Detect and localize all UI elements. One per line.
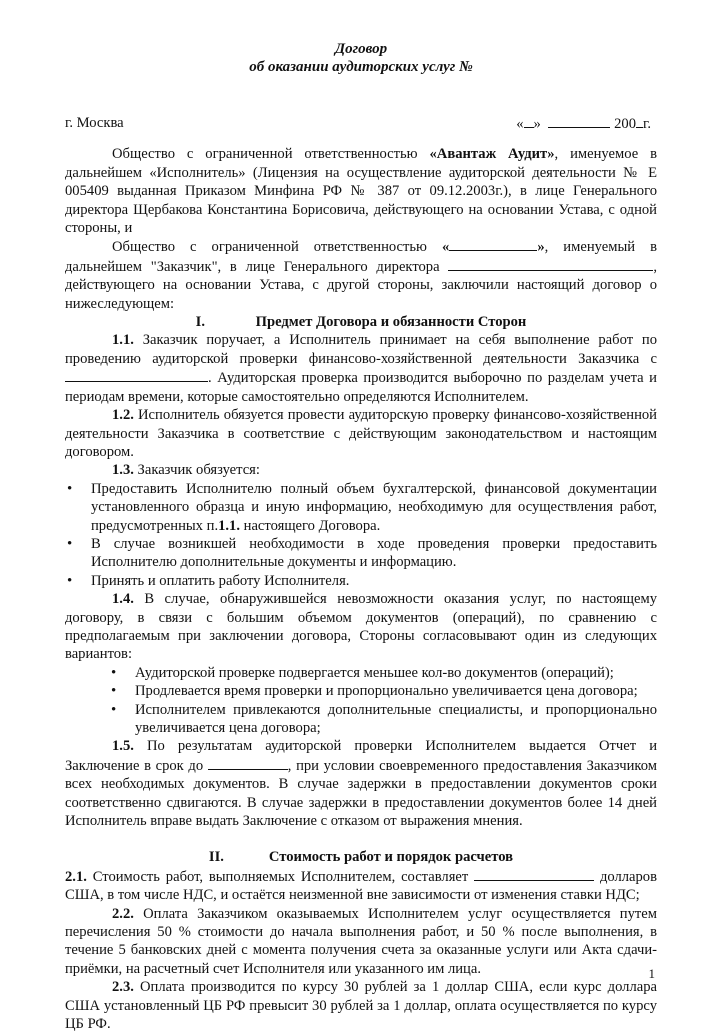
list-item: • Принять и оплатить работу Исполнителя.: [65, 572, 657, 590]
document-page: [65, 40, 657, 1034]
clause-1-3: 1.3. Заказчик обязуется:: [112, 462, 260, 479]
customer-name-blank: [449, 237, 537, 251]
contract-date: « » 200 г.: [516, 116, 651, 132]
title-line-1: Договор: [334, 41, 388, 57]
price-blank: [474, 867, 594, 881]
place-date-row: [65, 114, 657, 133]
day-blank: [524, 114, 534, 128]
clause-1-4: 1.4. В случае, обнаружившейся невозможности оказания услуг, по настоящему договору, в связи с большим объемом документов (операций), по сравнению с предполагаемым при заключении договора, Стороны согласовывают один из следующих вариантов:: [65, 591, 657, 663]
list-item: • Исполнителем привлекаются дополнительные специалисты, и пропорционально увеличивается цена договора;: [65, 701, 657, 738]
section-1-heading: I. Предмет Договора и обязанности Сторон: [195, 314, 527, 331]
clause-1-1: 1.1. Заказчик поручает, а Исполнитель принимает на себя выполнение работ по проведению аудиторской проверки финансово-хозяйственной деятельности Заказчика с . Аудиторская проверка производится выборочно по разделам учета и периодам времени, которые самостоятельно определяются Исполнителем.: [65, 332, 657, 405]
clause-2-3: 2.3. Оплата производится по курсу 30 рублей за 1 доллар США, если курс доллара США установленный ЦБ РФ превысит 30 рублей за 1 доллар, оплата осуществляется по курсу ЦБ РФ.: [65, 979, 657, 1033]
preamble-customer: Общество с ограниченной ответственностью « », именуемый в дальнейшем "Заказчик", в лице Генерального директора , действующего на основании Устава, с другой стороны, заключили настоящий договор о нижеследующем:: [65, 239, 657, 312]
list-item: • Продлевается время проверки и пропорционально увеличивается цена договора;: [65, 682, 657, 700]
clause-1-5: 1.5. По результатам аудиторской проверки Исполнителем выдается Отчет и Заключение в срок до , при условии своевременного предоставления Заказчиком всех необходимых документов. В случае задержки в предоставлении документов сроки соответственно сдвигаются. В случае задержки в предоставлении документов более 14 дней Исполнитель вправе выдать Заключение с отказом от выражения мнения.: [65, 738, 657, 830]
list-item: • В случае возникшей необходимости в ходе проведения проверки предоставить Исполнителю дополнительные документы и информацию.: [65, 535, 657, 572]
clause-1-2: 1.2. Исполнитель обязуется провести аудиторскую проверку финансово-хозяйственной деятельности Заказчика в соответствие с действующим законодательством и настоящим договором.: [65, 407, 657, 460]
clause-2-1: 2.1. Стоимость работ, выполняемых Исполнителем, составляет долларов США, в том числе НДС, и остаётся неизменной вне зависимости от изменения ставки НДС;: [65, 868, 657, 904]
clause-2-2: 2.2. Оплата Заказчиком оказываемых Исполнителем услуг осуществляется путем перечисления 50 % стоимости до начала выполнения работ, и 50 % после выполнения, в течение 5 банковских дней с момента получения счета за оказанные услуги или Акта сдачи-приёмки, на расчетный счет Исполнителя или указанного им лица.: [65, 905, 657, 977]
report-deadline-blank: [208, 756, 288, 770]
executor-company-name: «Авантаж Аудит»: [429, 146, 555, 163]
document-title: [65, 40, 657, 76]
month-blank: [548, 114, 610, 128]
spacer: [65, 830, 657, 848]
list-item: • Предоставить Исполнителю полный объем бухгалтерской, финансовой документации установленного образца и иную информацию, необходимую для осуществления работ, предусмотренных п.1.1. настоящего Договора.: [65, 480, 657, 535]
section-2-heading: II. Стоимость работ и порядок расчетов: [208, 849, 514, 866]
audit-period-blank: [65, 368, 208, 382]
customer-director-blank: [448, 257, 653, 271]
preamble-executor: Общество с ограниченной ответственностью «Авантаж Аудит», именуемое в дальнейшем «Исполнитель» (Лицензия на осуществление аудиторской деятельности № Е 005409 выданная Приказом Минфина РФ № 387 от 09.12.2003г.), в лице Генерального директора Щербакова Константина Борисовича, действующего на основании Устава, с одной стороны, и: [65, 146, 657, 237]
options-list: [65, 664, 657, 738]
customer-obligations-list: [65, 480, 657, 590]
title-line-2: об оказании аудиторских услуг №: [249, 59, 473, 75]
city: г. Москва: [65, 115, 124, 131]
list-item: • Аудиторской проверке подвергается меньшее кол-во документов (операций);: [65, 664, 657, 682]
year-blank: [636, 114, 643, 128]
page-number: 1: [648, 966, 655, 981]
